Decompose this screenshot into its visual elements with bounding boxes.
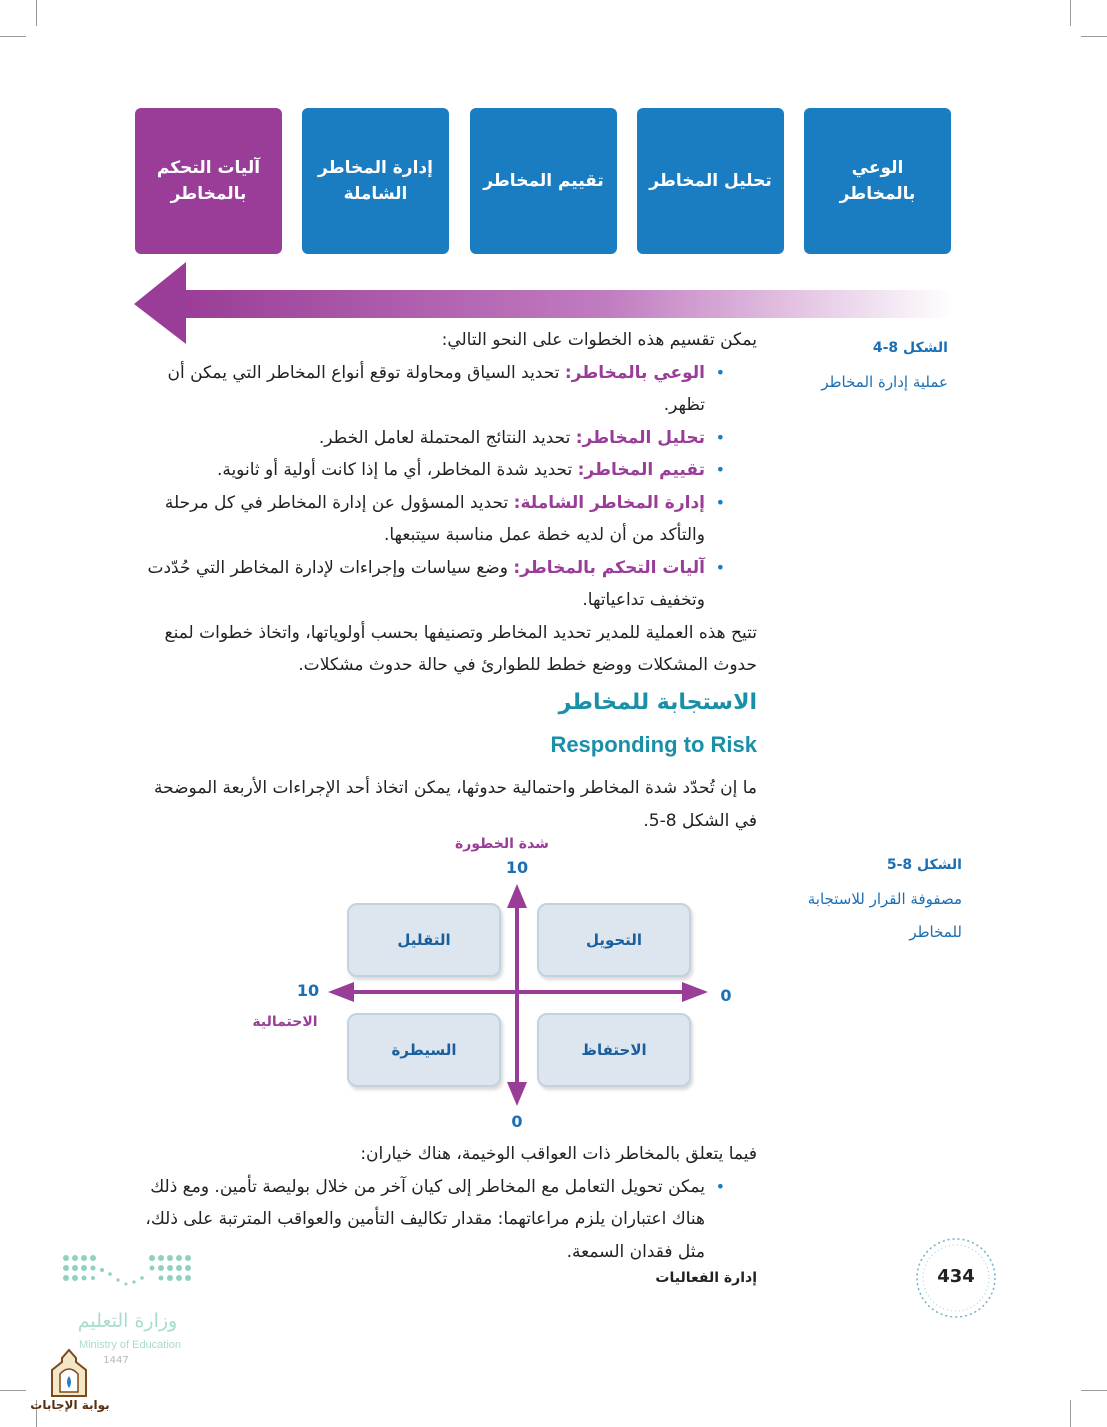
crop-mark [1070, 1400, 1071, 1427]
figure-5-8-caption-2: للمخاطر [909, 923, 962, 941]
paragraph-3-block [132, 1138, 757, 1268]
ministry-name-ar: وزارة التعليم [77, 1310, 178, 1332]
quadrant-control: السيطرة [347, 1013, 501, 1087]
x-axis-label: الاحتمالية [252, 1014, 318, 1030]
crop-mark [0, 1390, 26, 1391]
figure-4-8-number: الشكل 8-4 [872, 340, 948, 356]
bullet-text: تحديد النتائج المحتملة لعامل الخطر. [318, 427, 576, 448]
x-axis-right-value: 0 [720, 986, 732, 1005]
list-item [132, 357, 727, 422]
paragraph-2: ما إن تُحدّد شدة المخاطر واحتمالية حدوثها، يمكن اتخاذ أحد الإجراءات الأربعة الموضحة في الشكل 8-5. [154, 778, 757, 831]
bullet-term: الوعي بالمخاطر: [564, 362, 705, 383]
crop-mark [1070, 0, 1071, 26]
page-number: 434 [937, 1266, 975, 1287]
y-axis-arrow-up [507, 884, 527, 908]
list-item [132, 552, 727, 617]
figure-5-8-caption-1: مصفوفة القرار للاستجابة [807, 890, 962, 908]
ministry-year: 1447 [103, 1355, 129, 1366]
list-item [132, 487, 727, 552]
x-axis-left-value: 10 [296, 981, 320, 1000]
intro-line: يمكن تقسيم هذه الخطوات على النحو التالي: [441, 330, 757, 350]
watermark-lantern-icon [46, 1348, 92, 1400]
process-step-comprehensive: إدارة المخاطر الشاملة [302, 108, 449, 254]
crop-mark [1081, 36, 1107, 37]
section-title-en: Responding to Risk [550, 732, 757, 757]
y-axis-top-value: 10 [505, 858, 529, 877]
bullet-text: تحديد شدة المخاطر، أي ما إذا كانت أولية أو ثانوية. [216, 460, 578, 480]
quadrant-transfer: التحويل [537, 903, 691, 977]
bullet-text: تحديد المسؤول عن إدارة المخاطر في كل مرحلة والتأكد من أن لديه خطة عمل مناسبة سيتبعها. [164, 492, 705, 545]
matrix-axes [326, 884, 710, 1106]
bullet-term: آليات التحكم بالمخاطر: [513, 557, 705, 578]
process-step-awareness: الوعي بالمخاطر [804, 108, 951, 254]
y-axis-bottom-value: 0 [511, 1112, 523, 1131]
footer-book-title: إدارة الفعاليات [655, 1270, 757, 1286]
crop-mark [1081, 1390, 1107, 1391]
bullet-text: تحديد السياق ومحاولة توقع أنواع المخاطر التي يمكن أن تظهر. [167, 362, 705, 415]
x-axis-arrow-right [682, 982, 708, 1002]
list-item: • يمكن تحويل التعامل مع المخاطر إلى كيان آخر من خلال بوليصة تأمين. ومع ذلك هناك اعتباران يلزم مراعاتهما: مقدار تكاليف التأمين والعواقب المترتبة على ذلك، مثل فقدان السمعة. [132, 1171, 727, 1269]
crop-mark [0, 36, 26, 37]
bullet-text: وضع سياسات وإجراءات لإدارة المخاطر التي حُدّدت وتخفيف تداعياتها. [147, 557, 705, 610]
bullet-list [132, 357, 757, 617]
x-axis-arrow-left [328, 982, 354, 1002]
section-title-ar: الاستجابة للمخاطر [558, 690, 757, 715]
figure-5-8-number: الشكل 8-5 [886, 857, 962, 873]
main-column [132, 324, 757, 682]
bullet-term: تقييم المخاطر: [577, 460, 705, 480]
paragraph-1: تتيح هذه العملية للمدير تحديد المخاطر وتصنيفها بحسب أولوياتها، واتخاذ خطوات لمنع حدوث المشكلات ووضع خطط للطوارئ في حالة حدوث مشكلات. [164, 622, 757, 675]
process-step-analysis: تحليل المخاطر [637, 108, 784, 254]
page-number-badge [914, 1236, 998, 1320]
watermark-text: بوابة الإجابات [30, 1398, 110, 1412]
y-axis-label: شدة الخطورة [455, 836, 549, 852]
ministry-name-en: Ministry of Education [78, 1339, 182, 1351]
final-bullet-list [132, 1171, 757, 1269]
bullet-term: إدارة المخاطر الشاملة: [513, 492, 705, 513]
quadrant-retain: الاحتفاظ [537, 1013, 691, 1087]
process-step-evaluation: تقييم المخاطر [470, 108, 617, 254]
y-axis-arrow-down [507, 1082, 527, 1106]
list-item [132, 422, 727, 455]
list-item [132, 454, 727, 487]
ministry-dots-logo [60, 1252, 200, 1300]
paragraph-3: فيما يتعلق بالمخاطر ذات العواقب الوخيمة، هناك خياران: [360, 1144, 757, 1164]
process-step-control: آليات التحكم بالمخاطر [135, 108, 282, 254]
quadrant-reduce: التقليل [347, 903, 501, 977]
bullet-term: تحليل المخاطر: [575, 427, 705, 448]
figure-4-8-caption: عملية إدارة المخاطر [821, 373, 948, 391]
crop-mark [36, 0, 37, 26]
